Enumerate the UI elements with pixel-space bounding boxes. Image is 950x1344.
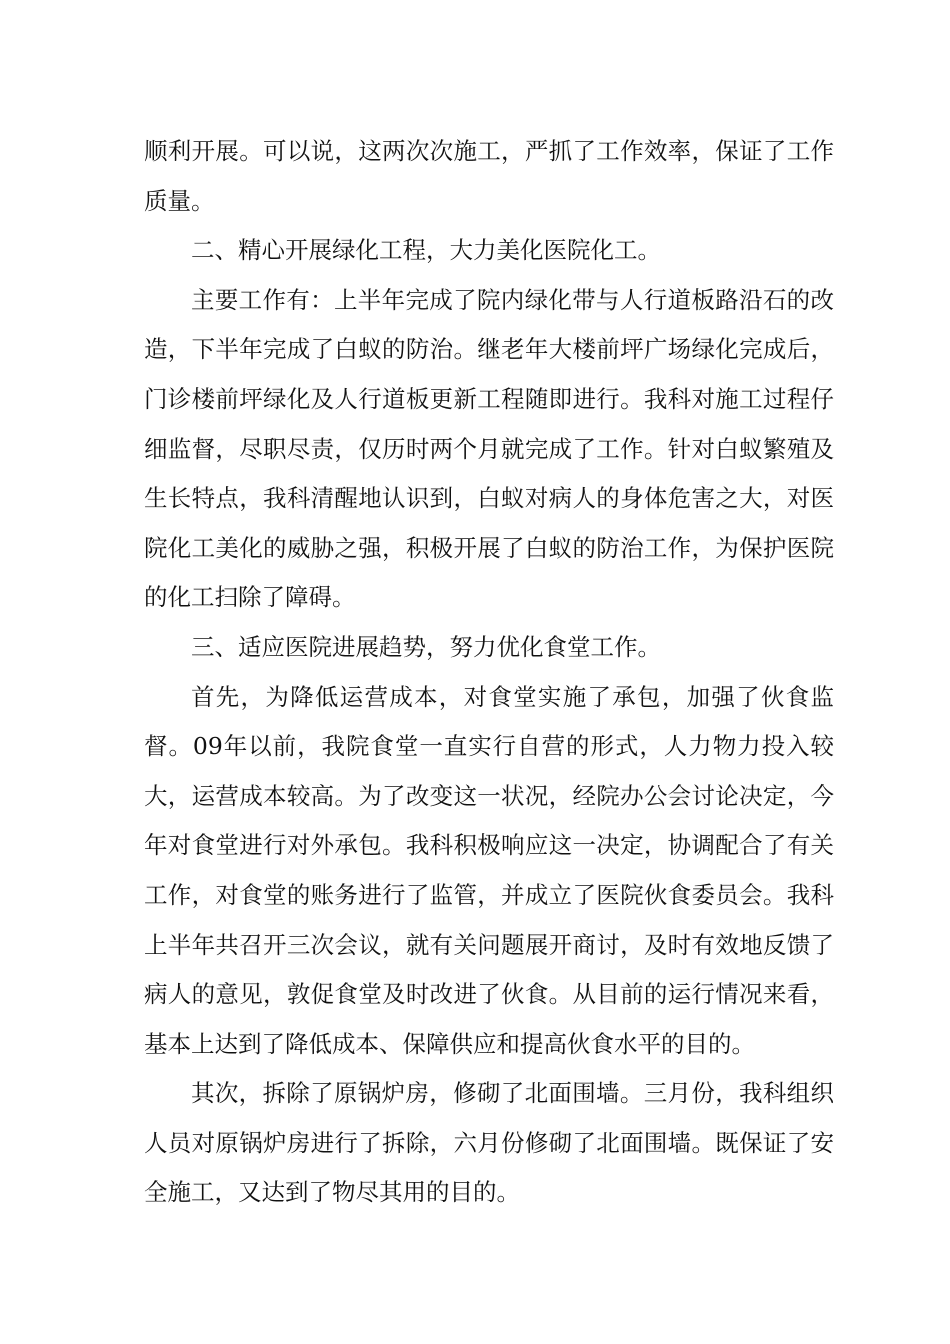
paragraph-canteen-contract: 首先，为降低运营成本，对食堂实施了承包，加强了伙食监督。09年以前，我院食堂一直实行自营的形式，人力物力投入较大，运营成本较高。为了改变这一状况，经院办公会讨论决定，今年对食堂进行对外承包。我科积极响应这一决定，协调配合了有关工作，对食堂的账务进行了监管，并成立了医院伙食委员会。我科上半年共召开三次会议，就有关问题展开商讨，及时有效地反馈了病人的意见，敦促食堂及时改进了伙食。从目前的运行情况来看，基本上达到了降低成本、保障供应和提高伙食水平的目的。 (144, 682, 834, 1058)
paragraph-greening-work: 主要工作有：上半年完成了院内绿化带与人行道板路沿石的改造，下半年完成了白蚁的防治。继老年大楼前坪广场绿化完成后，门诊楼前坪绿化及人行道板更新工程随即进行。我科对施工过程仔细监督，尽职尽责，仅历时两个月就完成了工作。针对白蚁繁殖及生长特点，我科清醒地认识到，白蚁对病人的身体危害之大，对医院化工美化的威胁之强，积极开展了白蚁的防治工作，为保护医院的化工扫除了障碍。 (144, 285, 834, 612)
body-text (144, 127, 834, 1218)
paragraph-continuation: 顺利开展。可以说，这两次次施工，严抓了工作效率，保证了工作质量。 (144, 137, 834, 215)
paragraph-boiler-room: 其次，拆除了原锅炉房，修砌了北面围墙。三月份，我科组织人员对原锅炉房进行了拆除，六月份修砌了北面围墙。既保证了安全施工，又达到了物尽其用的目的。 (144, 1079, 834, 1207)
section-heading-greening: 二、精心开展绿化工程，大力美化医院化工。 (191, 236, 661, 265)
section-heading-canteen: 三、适应医院进展趋势，努力优化食堂工作。 (191, 632, 661, 661)
